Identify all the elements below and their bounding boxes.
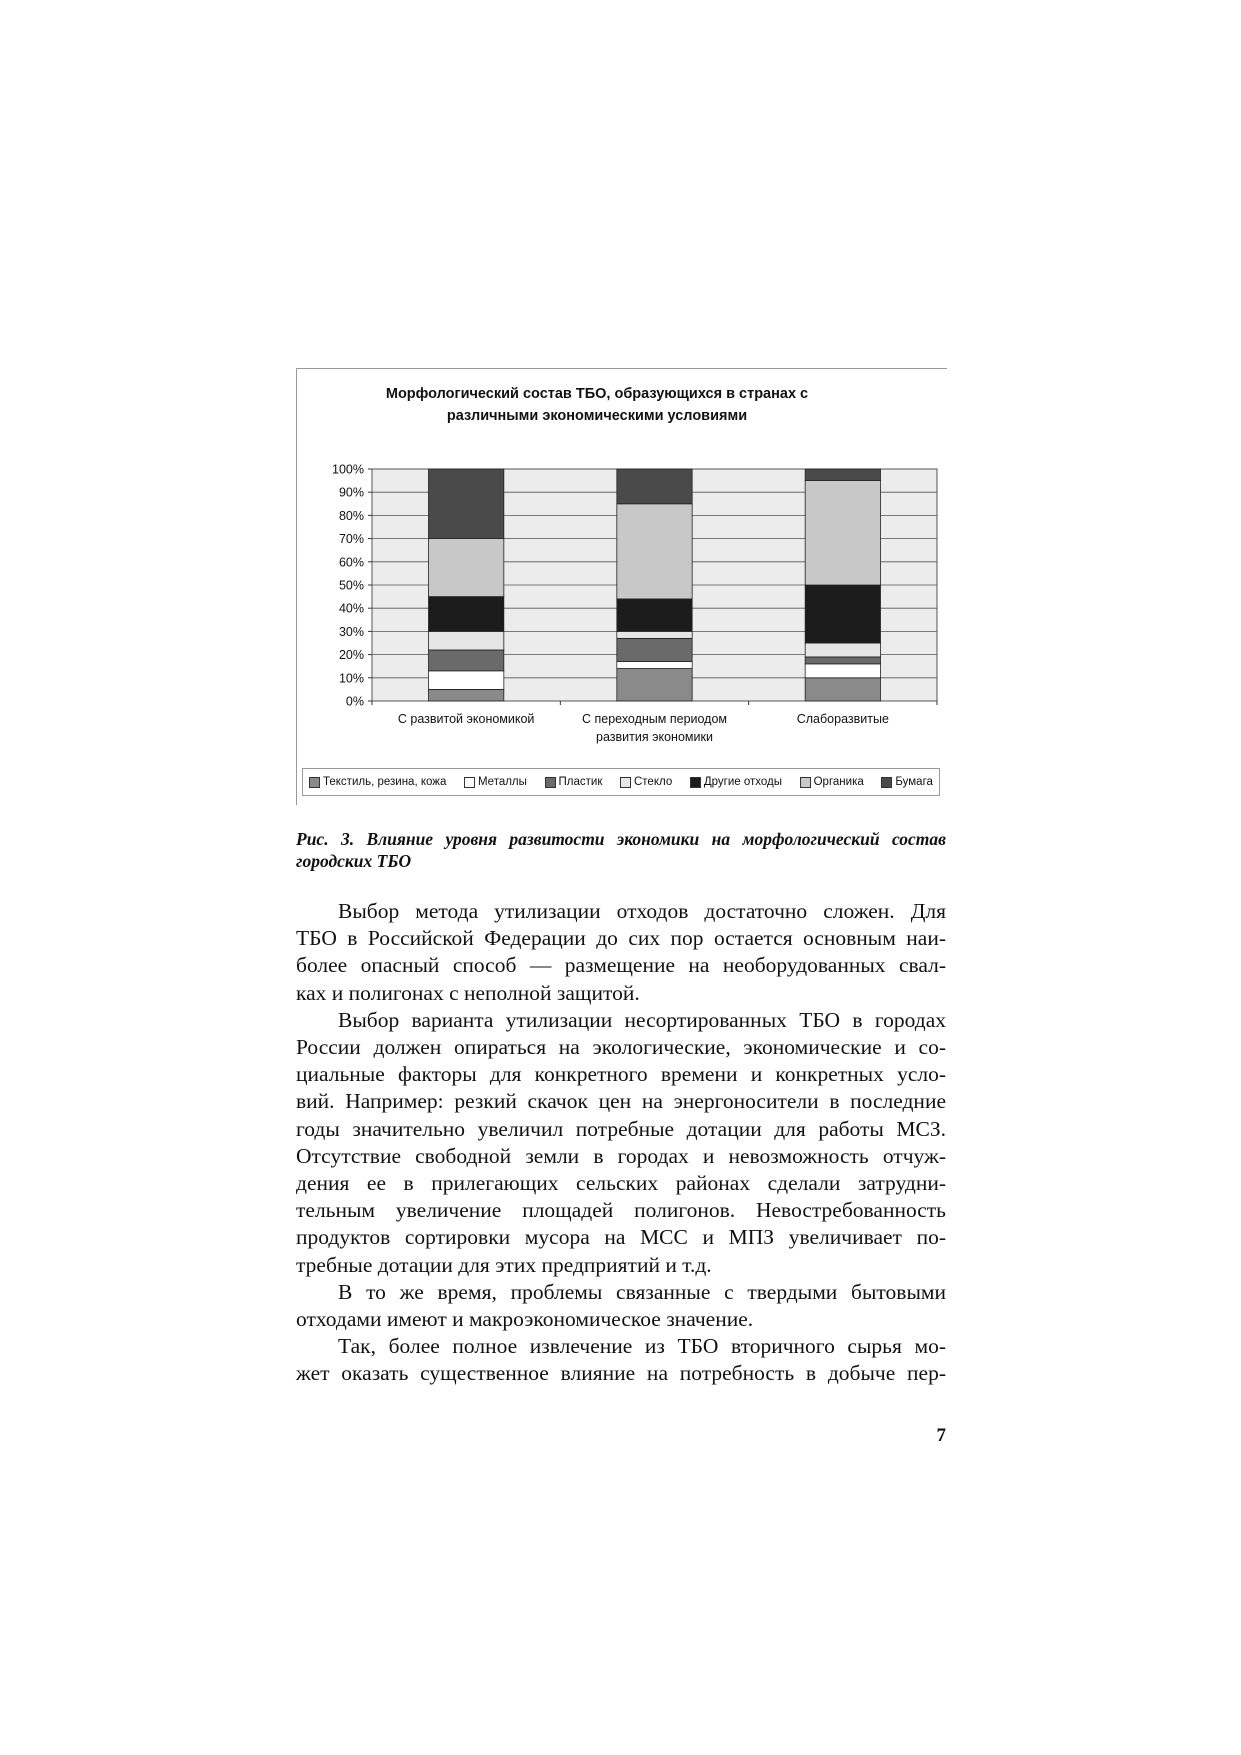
text-line: вий. Например: резкий скачок цен на энергоносители в последние xyxy=(296,1089,946,1114)
stacked-bar-chart xyxy=(297,369,947,805)
y-tick-label: 30% xyxy=(338,624,364,639)
text-line: Выбор метода утилизации отходов достаточно сложен. Для xyxy=(338,899,946,923)
bar-segment xyxy=(429,539,504,597)
legend-item xyxy=(545,776,603,788)
bar-segment xyxy=(617,504,692,599)
text-line: России должен опираться на экологические, экономические и со- xyxy=(296,1035,946,1060)
y-tick-label: 80% xyxy=(338,508,364,523)
text-line: отходами имеют и макроэкономическое значение. xyxy=(296,1307,754,1332)
legend-swatch xyxy=(464,777,475,788)
legend-label: Стекло xyxy=(633,776,673,788)
text-line: ках и полигонах с неполной защитой. xyxy=(296,980,640,1005)
bar-segment xyxy=(805,664,880,678)
legend-label: Бумага xyxy=(895,776,933,788)
chart-title-line: Морфологический состав ТБО, образующихся в странах с xyxy=(385,386,809,402)
y-tick-label: 60% xyxy=(338,555,364,570)
legend-label: Органика xyxy=(813,776,864,788)
figure-caption: Рис. 3. Влияние уровня развитости экономики на морфологический состав городских ТБО xyxy=(296,829,946,871)
x-category-label: С переходным периодом xyxy=(581,712,728,726)
paragraph xyxy=(296,898,946,1007)
text-line: Выбор варианта утилизации несортированных ТБО в городах xyxy=(338,1007,946,1032)
y-tick-label: 50% xyxy=(338,578,364,593)
text-line: тельным увеличение площадей полигонов. Невостребованность xyxy=(296,1198,946,1223)
legend-item xyxy=(800,776,864,788)
text-line: годы значительно увеличил потребные дотации для работы МСЗ. xyxy=(296,1116,946,1141)
text-line: дения ее в прилегающих сельских районах сделали затрудни- xyxy=(296,1171,946,1196)
bar-segment xyxy=(805,643,880,657)
text-line: В то же время, проблемы связанные с твердыми бытовыми xyxy=(338,1279,946,1304)
bar-segment xyxy=(617,599,692,631)
bar-segment xyxy=(805,657,880,664)
chart-frame xyxy=(296,368,947,805)
y-tick-label: 40% xyxy=(338,601,364,616)
bar-segment xyxy=(617,669,692,701)
legend-swatch xyxy=(800,777,811,788)
legend-label: Пластик xyxy=(558,776,603,788)
bar-segment xyxy=(429,650,504,671)
y-tick-label: 90% xyxy=(338,485,364,500)
paragraph xyxy=(296,1279,946,1333)
legend-swatch xyxy=(881,777,892,788)
x-category-label: С развитой экономикой xyxy=(397,712,535,726)
legend-label: Другие отходы xyxy=(703,776,782,788)
bar-segment xyxy=(617,638,692,661)
bar-segment xyxy=(429,671,504,690)
text-line: Так, более полное извлечение из ТБО вторичного сырья мо- xyxy=(338,1334,946,1359)
chart-title-line: различными экономическими условиями xyxy=(446,408,748,424)
y-tick-label: 10% xyxy=(338,671,364,686)
bar-segment xyxy=(805,678,880,701)
legend-swatch xyxy=(545,777,556,788)
paragraph xyxy=(296,1007,946,1279)
paragraph xyxy=(296,1333,946,1387)
legend-item xyxy=(690,776,782,788)
y-tick-label: 70% xyxy=(338,532,364,547)
bar-segment xyxy=(429,469,504,539)
text-line: жет оказать существенное влияние на потребность в добыче пер- xyxy=(296,1361,946,1386)
legend-item xyxy=(309,776,446,788)
bar-segment xyxy=(617,469,692,504)
bar-segment xyxy=(429,597,504,632)
legend-swatch xyxy=(309,777,320,788)
bar-segment xyxy=(805,585,880,643)
bar-segment xyxy=(805,481,880,585)
text-line: циальные факторы для конкретного времени и конкретных усло- xyxy=(296,1062,946,1087)
bar-segment xyxy=(617,662,692,669)
text-line: продуктов сортировки мусора на МСС и МПЗ увеличивает по- xyxy=(296,1225,946,1250)
text-line: более опасный способ — размещение на необорудованных свал- xyxy=(296,953,946,978)
page-number: 7 xyxy=(936,1425,946,1446)
text-line: требные дотации для этих предприятий и т.д. xyxy=(296,1252,712,1277)
bar-segment xyxy=(805,469,880,481)
bar-segment xyxy=(617,631,692,638)
bar-segment xyxy=(429,631,504,650)
x-category-label: Слаборазвитые xyxy=(796,712,889,726)
y-tick-label: 20% xyxy=(338,648,364,663)
y-tick-label: 100% xyxy=(332,462,364,477)
text-line: Отсутствие свободной земли в городах и невозможность отчуж- xyxy=(296,1143,946,1168)
bar-segment xyxy=(429,689,504,701)
legend-item xyxy=(881,776,933,788)
legend-label: Текстиль, резина, кожа xyxy=(323,776,447,788)
legend-item xyxy=(464,776,527,788)
legend-swatch xyxy=(620,777,631,788)
legend-item xyxy=(620,776,672,788)
legend-label: Металлы xyxy=(477,776,527,788)
text-line: ТБО в Российской Федерации до сих пор остается основным наи- xyxy=(296,926,946,951)
x-category-label: развития экономики xyxy=(596,730,713,744)
chart-legend xyxy=(302,768,940,796)
y-tick-label: 0% xyxy=(345,694,364,709)
body-text xyxy=(296,898,946,1388)
legend-swatch xyxy=(690,777,701,788)
